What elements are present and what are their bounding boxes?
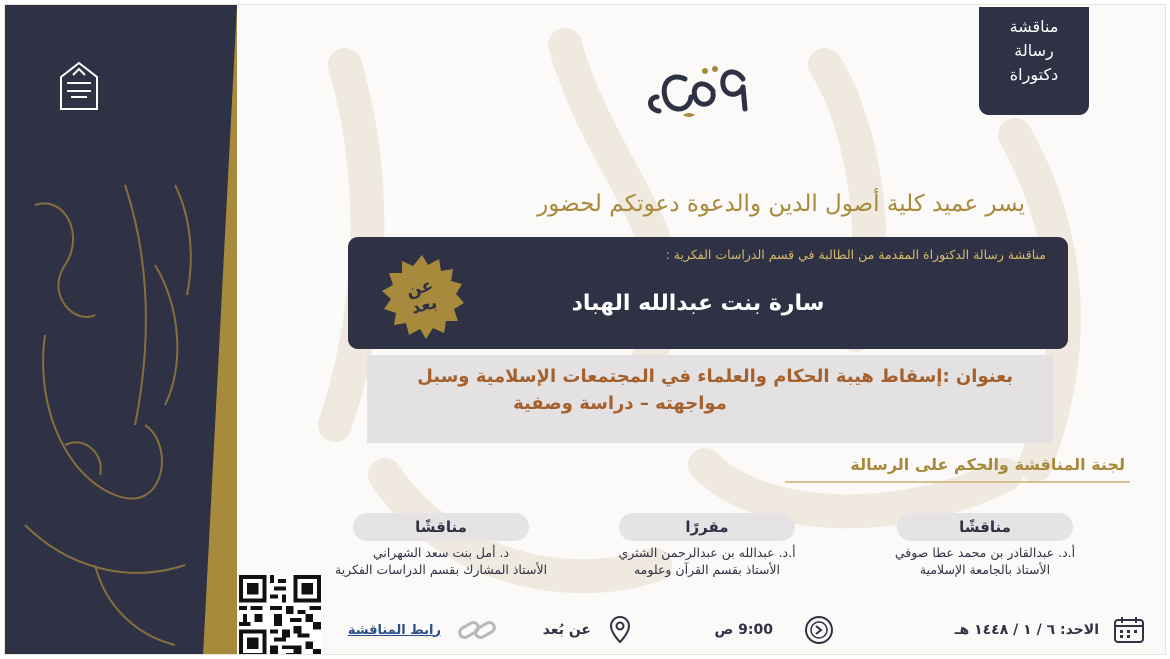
dawa-calligraphy-logo: [639, 57, 759, 127]
remote-seal: [376, 251, 468, 343]
member-name: د. أمل بنت سعد الشهراني: [372, 545, 510, 560]
date-text: الاحد: ٦ / ١ / ١٤٤٨ هـ: [954, 622, 1099, 638]
thesis-title: [367, 355, 1053, 443]
time-info: [695, 613, 835, 647]
divider: [785, 481, 1130, 483]
member-name: أ.د. عبدالله بن عبدالرحمن الشثري: [618, 545, 796, 560]
clock-icon: [803, 614, 835, 646]
badge-line: دكتوراة: [1009, 65, 1059, 84]
badge-line: رسالة: [1014, 41, 1054, 60]
seal-line: عن: [404, 275, 436, 302]
thesis-title-line: بعنوان :إسقاط هيبة الحكام والعلماء في المجتمعات الإسلامية وسبل: [417, 366, 1013, 387]
member-title: الأستاذ بالجامعة الإسلامية: [919, 562, 1051, 577]
committee-member: [587, 513, 827, 577]
member-name: أ.د. عبدالقادر بن محمد عطا صوفي: [894, 545, 1076, 560]
date-info: [885, 613, 1145, 647]
member-title: الأستاذ المشارك بقسم الدراسات الفكرية: [334, 562, 548, 577]
member-role: مقررًا: [619, 513, 795, 541]
seal-line: بعد: [409, 292, 440, 319]
committee-heading: لجنة المناقشة والحكم على الرسالة: [850, 455, 1125, 474]
candidate-box: [348, 237, 1068, 349]
candidate-name: سارة بنت عبدالله الهباد: [571, 291, 825, 316]
candidate-intro: مناقشة رسالة الدكتوراة المقدمة من الطالبة في قسم الدراسات الفكرية :: [665, 247, 1046, 262]
thesis-type-badge: [979, 7, 1089, 115]
committee-member: [865, 513, 1105, 577]
meeting-link-text[interactable]: رابط المناقشة: [347, 622, 441, 638]
university-logo: [57, 61, 101, 111]
member-role: مناقشًا: [897, 513, 1073, 541]
invitation-card: [4, 4, 1166, 655]
calendar-icon: [1113, 616, 1145, 644]
side-panel: [5, 5, 237, 655]
location-info: [531, 613, 631, 647]
link-icon[interactable]: [457, 616, 497, 644]
member-role: مناقشًا: [353, 513, 529, 541]
time-text: 9:00 ص: [714, 622, 773, 638]
committee-member: [311, 513, 571, 577]
invitation-text: يسر عميد كلية أصول الدين والدعوة دعوتكم لحضور: [537, 191, 1025, 217]
qr-code-icon[interactable]: [239, 575, 321, 655]
meeting-link[interactable]: [347, 613, 497, 647]
member-title: الأستاذ بقسم القرآن وعلومه: [633, 562, 781, 577]
location-text: عن بُعد: [542, 622, 591, 638]
badge-line: مناقشة: [1009, 17, 1059, 36]
location-pin-icon: [609, 615, 631, 645]
thesis-title-line: مواجهته – دراسة وصفية: [513, 393, 727, 414]
